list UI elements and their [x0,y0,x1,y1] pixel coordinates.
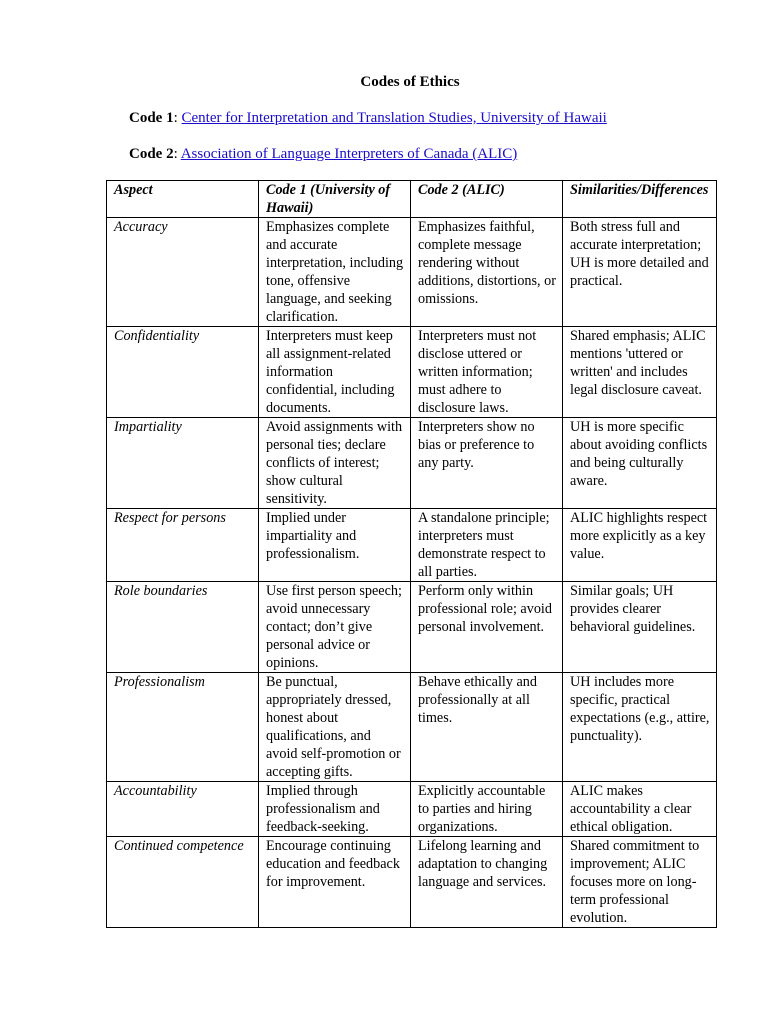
cell-code-2: Interpreters must not disclose uttered or written information; must adhere to disclosure laws. [411,327,563,418]
cell-code-2: Lifelong learning and adaptation to changing language and services. [411,837,563,928]
table-row [107,673,717,782]
header-code-1: Code 1 (University of Hawaii) [259,181,411,218]
cell-code-1: Implied under impartiality and professionalism. [259,509,411,582]
cell-code-2: Interpreters show no bias or preference to any party. [411,418,563,509]
cell-aspect: Accountability [107,782,259,837]
table-header-row [107,181,717,218]
cell-similarities: UH is more specific about avoiding conflicts and being culturally aware. [563,418,717,509]
cell-similarities: Both stress full and accurate interpretation; UH is more detailed and practical. [563,218,717,327]
cell-code-1: Emphasizes complete and accurate interpretation, including tone, offensive language, and seeking clarification. [259,218,411,327]
code-2-separator: : [173,146,178,162]
code-2-label: Code 2 [129,146,174,162]
header-similarities: Similarities/Differences [563,181,717,218]
code-1-link[interactable]: Center for Interpretation and Translation Studies, University of Hawaii [181,110,607,126]
page-title: Codes of Ethics [360,74,460,90]
code-1-separator: : [173,110,178,126]
table-row [107,509,717,582]
cell-aspect: Confidentiality [107,327,259,418]
code-2-line [129,144,517,164]
table-row [107,782,717,837]
cell-code-2: Explicitly accountable to parties and hiring organizations. [411,782,563,837]
code-1-label: Code 1 [129,110,174,126]
cell-code-2: A standalone principle; interpreters must demonstrate respect to all parties. [411,509,563,582]
cell-code-1: Be punctual, appropriately dressed, honest about qualifications, and avoid self-promotion or accepting gifts. [259,673,411,782]
table-row [107,418,717,509]
cell-code-1: Implied through professionalism and feedback-seeking. [259,782,411,837]
table-body [107,218,717,928]
header-code-2: Code 2 (ALIC) [411,181,563,218]
cell-code-1: Encourage continuing education and feedback for improvement. [259,837,411,928]
table-row [107,218,717,327]
cell-similarities: Shared commitment to improvement; ALIC focuses more on long-term professional evolution. [563,837,717,928]
cell-code-2: Perform only within professional role; avoid personal involvement. [411,582,563,673]
cell-aspect: Professionalism [107,673,259,782]
header-aspect: Aspect [107,181,259,218]
cell-code-2: Behave ethically and professionally at all times. [411,673,563,782]
cell-code-2: Emphasizes faithful, complete message rendering without additions, distortions, or omissions. [411,218,563,327]
table-row [107,327,717,418]
cell-similarities: ALIC highlights respect more explicitly as a key value. [563,509,717,582]
code-2-link[interactable]: Association of Language Interpreters of Canada (ALIC) [180,146,518,162]
cell-aspect: Respect for persons [107,509,259,582]
cell-similarities: Shared emphasis; ALIC mentions 'uttered or written' and includes legal disclosure caveat. [563,327,717,418]
cell-code-1: Use first person speech; avoid unnecessary contact; don’t give personal advice or opinions. [259,582,411,673]
ethics-comparison-table [106,180,717,928]
cell-aspect: Impartiality [107,418,259,509]
cell-code-1: Avoid assignments with personal ties; declare conflicts of interest; show cultural sensitivity. [259,418,411,509]
code-1-line [129,108,607,128]
cell-similarities: UH includes more specific, practical expectations (e.g., attire, punctuality). [563,673,717,782]
cell-code-1: Interpreters must keep all assignment-related information confidential, including documents. [259,327,411,418]
table-row [107,837,717,928]
cell-similarities: ALIC makes accountability a clear ethical obligation. [563,782,717,837]
cell-aspect: Role boundaries [107,582,259,673]
table-row [107,582,717,673]
cell-aspect: Continued competence [107,837,259,928]
cell-aspect: Accuracy [107,218,259,327]
cell-similarities: Similar goals; UH provides clearer behavioral guidelines. [563,582,717,673]
